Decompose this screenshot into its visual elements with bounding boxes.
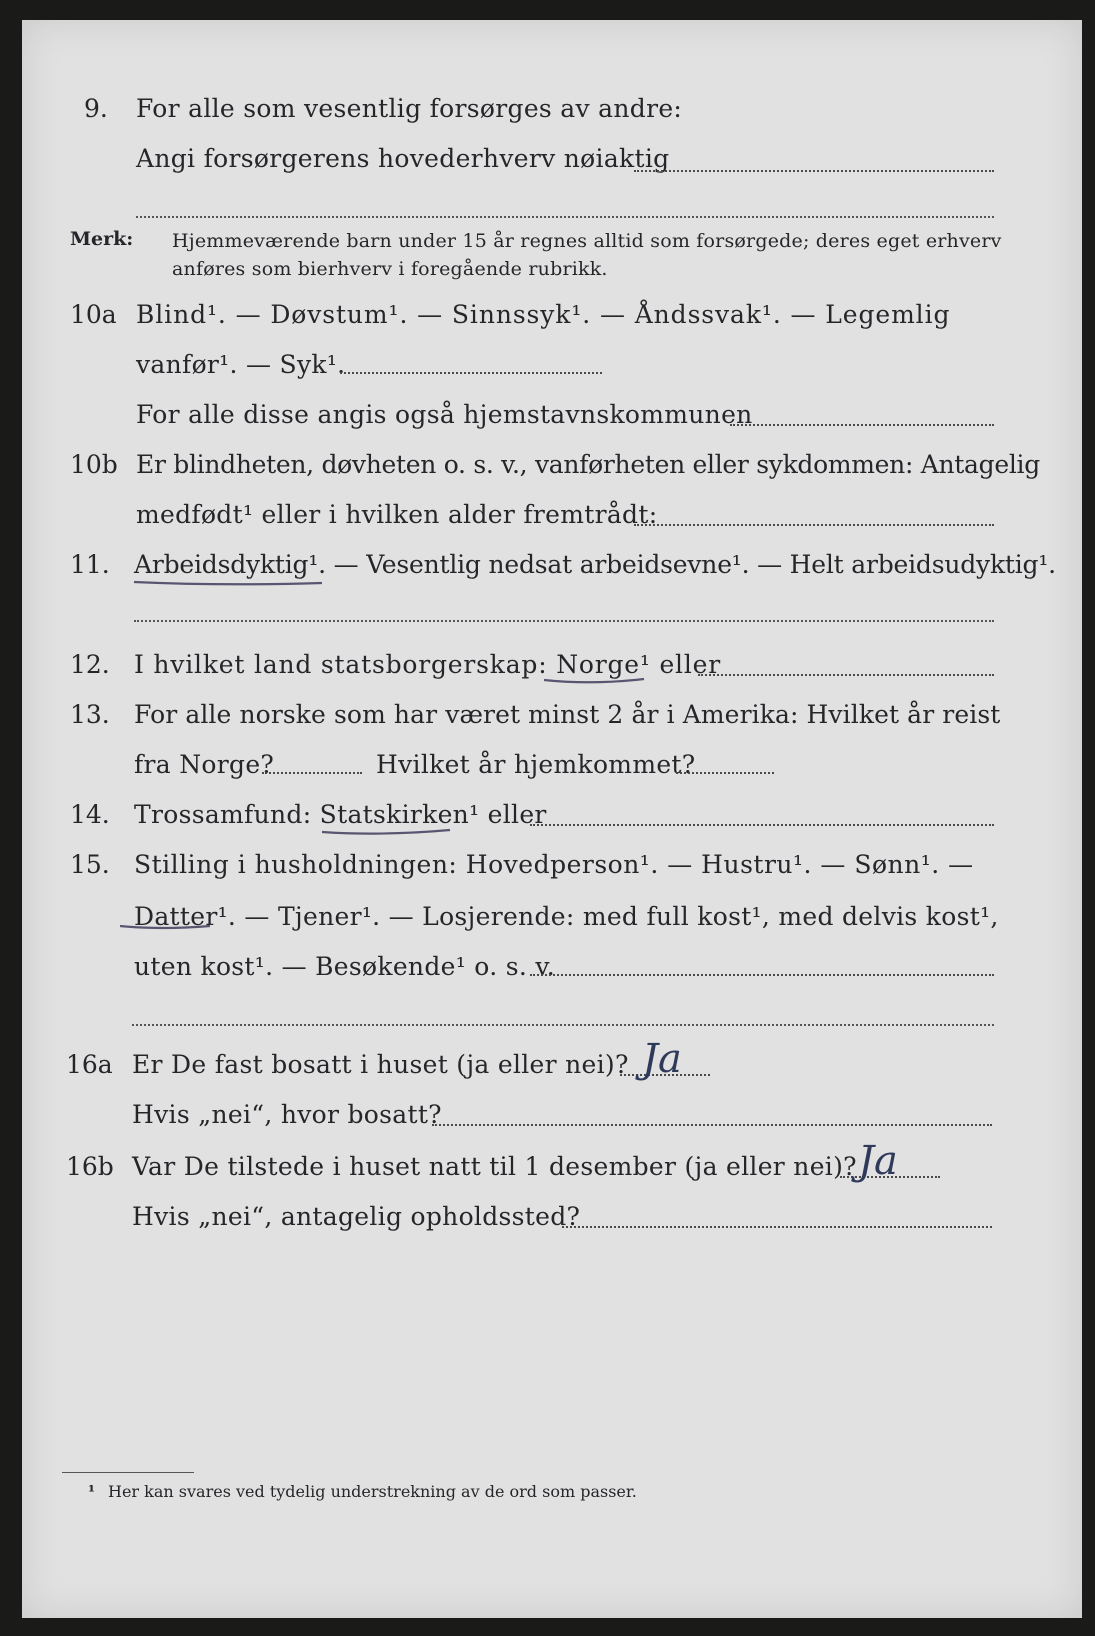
q9-number: 9. (84, 94, 108, 123)
q11-number: 11. (70, 550, 110, 579)
q16a-line1: Er De fast bosatt i huset (ja eller nei)? (132, 1050, 629, 1079)
q15-line1: Stilling i husholdningen: Hovedperson¹. — Hustru¹. — Sønn¹. — (134, 850, 974, 879)
handwritten-underlines (22, 20, 1082, 1618)
footnote-text: Her kan svares ved tydelig understrekning av de ord som passer. (108, 1482, 637, 1501)
q10b-number: 10b (70, 450, 118, 479)
q15-line2: Datter¹. — Tjener¹. — Losjerende: med full kost¹, med delvis kost¹, (134, 902, 999, 931)
q16b-line1: Var De tilstede i huset natt til 1 desember (ja eller nei)? (132, 1152, 857, 1181)
q16a-number: 16a (66, 1050, 113, 1079)
q13-line2a: fra Norge? (134, 750, 275, 779)
q10a-line2: vanfør¹. — Syk¹. (136, 350, 346, 379)
footnote-mark: ¹ (88, 1482, 96, 1501)
q16a-handwritten-answer: Ja (642, 1036, 682, 1082)
q12-number: 12. (70, 650, 110, 679)
q11-line1: Arbeidsdyktig¹. — Vesentlig nedsat arbeidsevne¹. — Helt arbeidsudyktig¹. (134, 550, 1056, 579)
merk-line1: Hjemmeværende barn under 15 år regnes alltid som forsørgede; deres eget erhverv (172, 230, 1002, 252)
q16b-number: 16b (66, 1152, 114, 1181)
q9-line2: Angi forsørgerens hovederhverv nøiaktig (136, 144, 670, 173)
q14-line1: Trossamfund: Statskirken¹ eller (134, 800, 547, 829)
q10b-line2: medfødt¹ eller i hvilken alder fremtrådt: (136, 500, 658, 529)
q12-line1: I hvilket land statsborgerskap: Norge¹ eller (134, 650, 721, 679)
q9-line1: For alle som vesentlig forsørges av andre: (136, 94, 683, 123)
q13-line1: For alle norske som har været minst 2 år i Amerika: Hvilket år reist (134, 700, 1001, 729)
q13-line2b: Hvilket år hjemkommet? (376, 750, 696, 779)
q16a-line2: Hvis „nei“, hvor bosatt? (132, 1100, 442, 1129)
merk-line2: anføres som bierhverv i foregående rubrikk. (172, 258, 608, 280)
q15-line3: uten kost¹. — Besøkende¹ o. s. v. (134, 952, 556, 981)
q16b-handwritten-answer: Ja (858, 1138, 898, 1184)
q10a-line1: Blind¹. — Døvstum¹. — Sinnssyk¹. — Åndssvak¹. — Legemlig (136, 300, 951, 329)
underline-norge (544, 679, 644, 682)
q15-number: 15. (70, 850, 110, 879)
q16b-line2: Hvis „nei“, antagelig opholdssted? (132, 1202, 581, 1231)
q10b-line1: Er blindheten, døvheten o. s. v., vanførheten eller sykdommen: Antagelig (136, 450, 1040, 479)
underline-statskirken (322, 830, 450, 834)
form-page (22, 20, 1082, 1618)
q10a-line3: For alle disse angis også hjemstavnskommunen (136, 400, 753, 429)
q13-number: 13. (70, 700, 110, 729)
q10a-number: 10a (70, 300, 117, 329)
q14-number: 14. (70, 800, 110, 829)
merk-label: Merk: (70, 228, 134, 250)
underline-datter (120, 926, 210, 928)
underline-arbeidsdyktig (134, 582, 322, 584)
